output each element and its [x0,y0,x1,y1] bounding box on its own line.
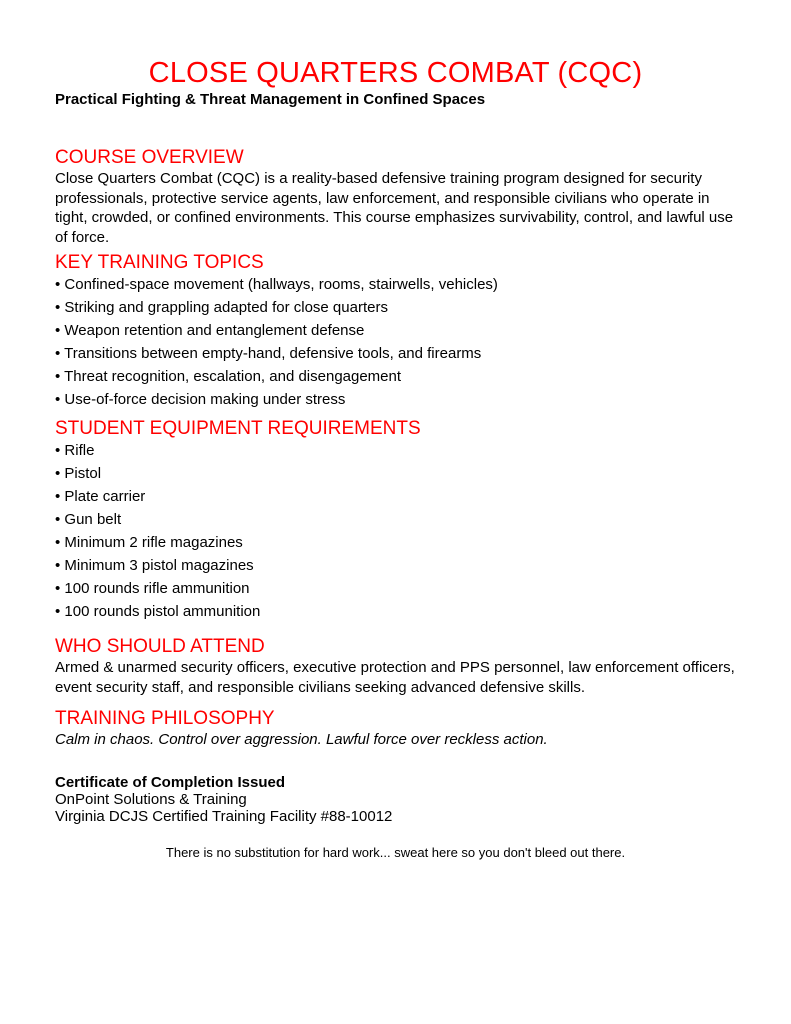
list-item: • Gun belt [55,511,122,528]
who-should-attend-body: Armed & unarmed security officers, executive protection and PPS personnel, law enforcement officers, event security staff, and responsible civilians seeking advanced defensive skills. [55,659,735,696]
list-item: • Use-of-force decision making under stress [55,391,346,408]
certificate-block [55,774,736,825]
course-overview-body: Close Quarters Combat (CQC) is a reality-based defensive training program designed for security professionals, protective service agents, law enforcement, and responsible civilians who operate in tight, crowded, or confined environments. This course emphasizes survivability, control, and lawful use of force. [55,170,734,246]
section-heading-key-training-topics: KEY TRAINING TOPICS [55,252,264,273]
list-item: • Transitions between empty-hand, defensive tools, and firearms [55,345,482,362]
motto-quote: There is no substitution for hard work... sweat here so you don't bleed out there. [165,844,626,860]
list-item: • Plate carrier [55,488,146,505]
page-subtitle: Practical Fighting & Threat Management in Confined Spaces [55,91,486,108]
list-item: • Rifle [55,442,95,459]
list-item: • Minimum 3 pistol magazines [55,557,254,574]
training-philosophy-body: Calm in chaos. Control over aggression. Lawful force over reckless action. [55,731,548,748]
section-heading-training-philosophy: TRAINING PHILOSOPHY [55,708,275,729]
section-heading-student-equipment-requirements: STUDENT EQUIPMENT REQUIREMENTS [55,418,421,439]
key-training-topics-list [55,275,736,409]
page-title: CLOSE QUARTERS COMBAT (CQC) [148,57,643,89]
list-item: • Striking and grappling adapted for close quarters [55,299,388,316]
list-item: • Minimum 2 rifle magazines [55,534,243,551]
section-heading-who-should-attend: WHO SHOULD ATTEND [55,636,265,657]
student-equipment-list [55,441,736,621]
list-item: • Confined-space movement (hallways, rooms, stairwells, vehicles) [55,276,498,293]
list-item: • Weapon retention and entanglement defense [55,322,365,339]
facility-certification-line: Virginia DCJS Certified Training Facility #88-10012 [55,807,393,825]
certificate-line: Certificate of Completion Issued [55,773,286,791]
list-item: • 100 rounds rifle ammunition [55,580,250,597]
list-item: • 100 rounds pistol ammunition [55,603,261,620]
section-heading-course-overview: COURSE OVERVIEW [55,147,244,168]
list-item: • Threat recognition, escalation, and disengagement [55,368,402,385]
company-name: OnPoint Solutions & Training [55,790,247,808]
list-item: • Pistol [55,465,102,482]
